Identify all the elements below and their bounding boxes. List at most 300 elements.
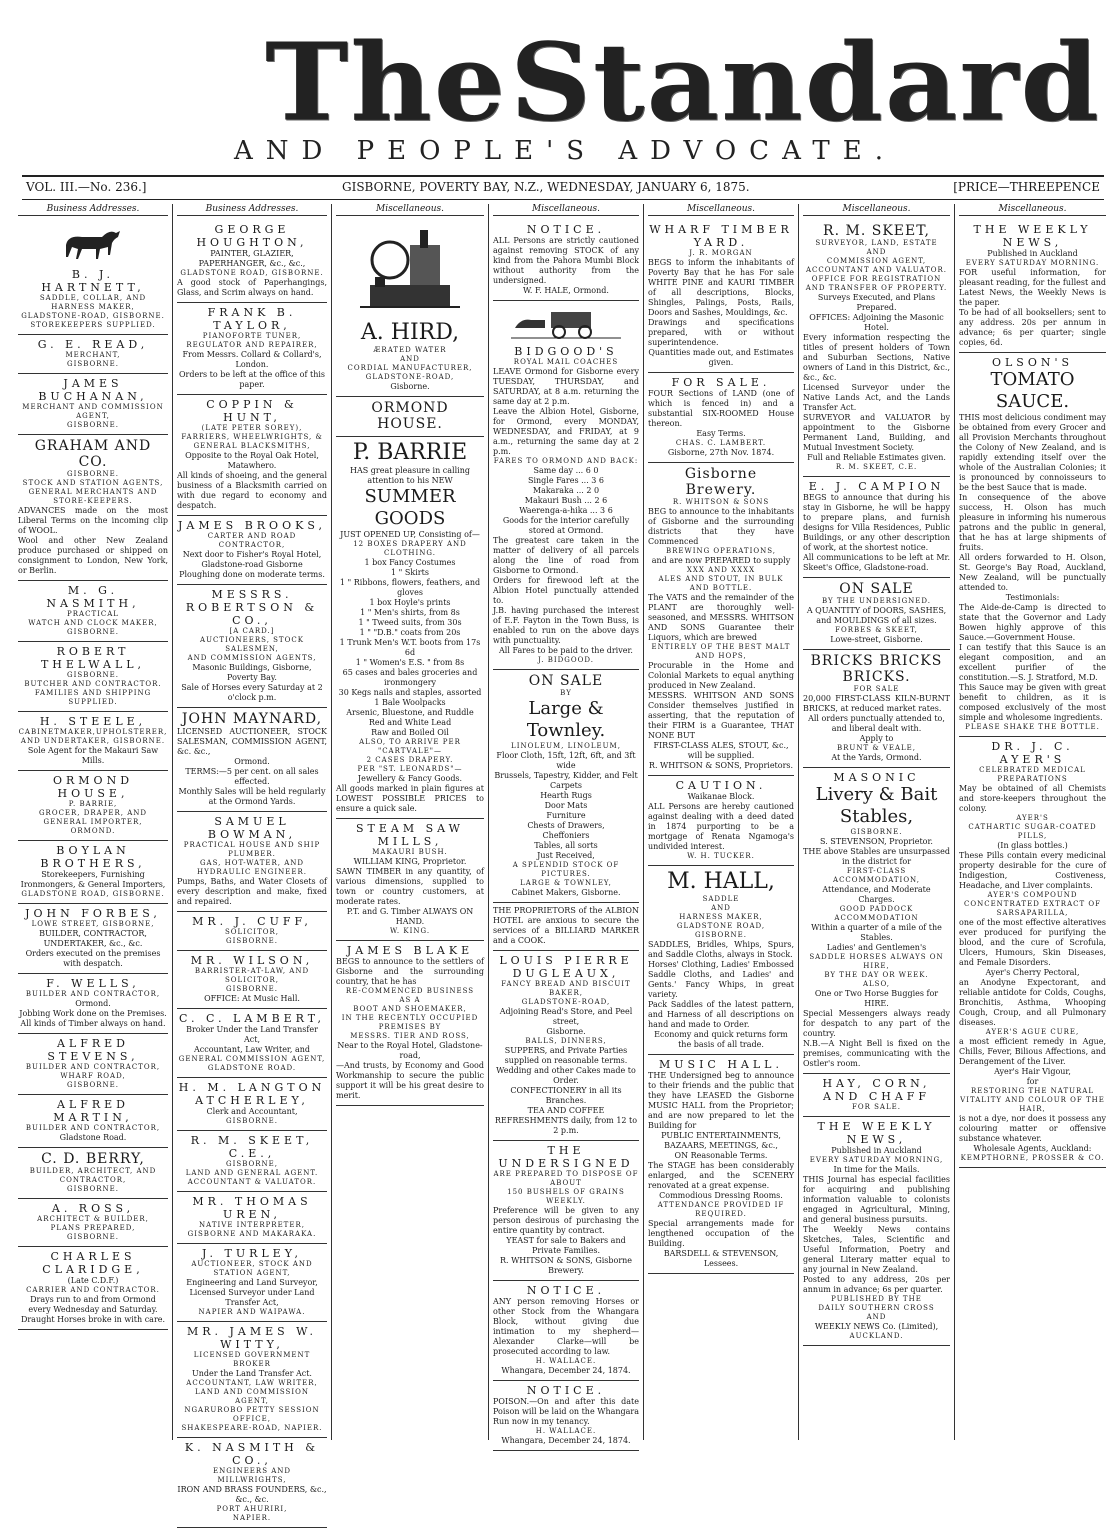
advertisement bbox=[18, 335, 168, 374]
ad-line: PUBLISHED BY THE bbox=[831, 1295, 922, 1303]
ad-line: GLADSTONE-ROAD, GISBORNE. bbox=[21, 312, 165, 320]
ad-line: SAWN TIMBER in any quantity, of various dimensions, supplied to town or country customers, at moderate rates. bbox=[336, 867, 484, 906]
ad-line: BREWING OPERATIONS, bbox=[666, 547, 776, 555]
column-7 bbox=[954, 204, 1110, 1440]
column-4 bbox=[488, 204, 643, 1445]
ad-heading: M. G. NASMITH, bbox=[46, 584, 140, 610]
ad-line: GISBORNE. bbox=[67, 421, 119, 429]
ad-heading: ORMOND HOUSE. bbox=[371, 400, 449, 432]
advertisement bbox=[18, 974, 168, 1034]
ad-line: May be obtained of all Chemists and store-keepers throughout the colony. bbox=[959, 784, 1106, 813]
ad-line: GISBORNE. bbox=[67, 628, 119, 636]
ad-line: BOOT AND SHOEMAKER, bbox=[353, 1005, 467, 1013]
ad-line: ON Reasonable Terms. bbox=[674, 1151, 768, 1160]
ad-line: HAS great pleasure in calling attention to his NEW bbox=[350, 466, 470, 485]
ad-line: LARGE & TOWNLEY, bbox=[520, 879, 612, 887]
ad-heading: CAUTION. bbox=[675, 779, 767, 792]
ad-line: Easy Terms. bbox=[696, 429, 746, 438]
ad-line: This Sauce may be given with great benefit to children, as it is composed exclusively of the most simple and wholesome ingredients. bbox=[959, 683, 1106, 722]
ad-line: KEMPTHORNE, PROSSER & CO. bbox=[960, 1154, 1105, 1162]
ad-line: AS A bbox=[399, 996, 421, 1004]
ad-line: GISBORNE, bbox=[226, 1160, 278, 1168]
advertisement bbox=[177, 303, 327, 395]
advertisement bbox=[18, 1199, 168, 1247]
ad-line: Arsenic, Bluestone, and Ruddle bbox=[346, 708, 474, 717]
ad-line: Procurable in the Home and Colonial Markets to equal anything produced in New Zealand. bbox=[648, 661, 794, 690]
advertisement bbox=[177, 1322, 327, 1438]
ad-line: NAPIER. bbox=[232, 1514, 272, 1522]
ad-line: OFFICE FOR REGISTRATION AND TRANSFER OF PROPERTY. bbox=[805, 275, 948, 292]
ad-line: 1 Bale Woolpacks bbox=[374, 698, 446, 707]
advertisement bbox=[18, 642, 168, 712]
ad-line: CABINETMAKER,UPHOLSTERER, bbox=[18, 728, 168, 736]
ad-line: CARTER AND ROAD CONTRACTOR, bbox=[207, 532, 297, 549]
ad-line: AND bbox=[866, 1313, 887, 1321]
advertisement bbox=[803, 768, 950, 1074]
ad-line: Cheffoniers bbox=[542, 831, 590, 840]
ad-line: GISBORNE. bbox=[67, 1233, 119, 1241]
ad-line: The greatest care taken in the matter of delivery of all parcels along the line of road from Gisborne to Ormond. bbox=[493, 536, 639, 575]
ad-line: MESSRS. WHITSON AND SONS Consider themselves justified in asserting, that the reputation of their FIRM is a Guarantee, THAT NONE BUT bbox=[648, 691, 794, 740]
ad-line: 1 box Hoyle's prints bbox=[369, 598, 451, 607]
ad-line: Horses' Clothing, Ladies' Embossed Saddle Cloths, and Ladies' and Gents.' Fancy Whips, in great variety. bbox=[648, 960, 794, 999]
advertisement bbox=[177, 1192, 327, 1244]
ad-heading: JOHN MAYNARD, bbox=[181, 711, 323, 727]
ad-line: The STAGE has been considerably enlarged, and the SCENERY renovated at a great expense. bbox=[648, 1161, 794, 1190]
bottling-machine-illustration bbox=[350, 225, 470, 315]
ad-heading: MR. JAMES W. WITTY, bbox=[186, 1325, 318, 1351]
ad-line: BARRISTER-AT-LAW, AND SOLICITOR, bbox=[194, 967, 310, 984]
ad-line: Sale of Horses every Saturday at 2 o'clock p.m. bbox=[181, 683, 323, 702]
ad-line: Waerenga-a-hika ... 3 6 bbox=[519, 506, 613, 515]
ad-line: FOR useful information, for pleasant reading, for the fullest and Latest News, the Weekly News is the paper. bbox=[959, 268, 1106, 307]
ad-heading: A. ROSS, bbox=[51, 1202, 135, 1215]
ad-line: One or Two Horse Buggies for HIRE. bbox=[814, 989, 939, 1008]
ad-line: GLADSTONE ROAD. bbox=[207, 1064, 297, 1072]
ad-line: Gisborne, 27th Nov. 1874. bbox=[667, 448, 775, 457]
ad-line: PAINTER, GLAZIER, PAPERHANGER, &c., &c., bbox=[198, 249, 306, 268]
ad-line: THE Undersigned beg to announce to their friends and the public that they have LEASED the Gisborne MUSIC HALL from the Proprietor; and are now prepared to let the Building for bbox=[648, 1071, 794, 1130]
ad-line: All orders forwarded to H. Olson, St. George's Bay Road, Auckland, New Zealand, will be punctually attended to. bbox=[959, 553, 1106, 592]
advertisement bbox=[18, 712, 168, 771]
ad-line: Economy and quick returns form the basis of all trade. bbox=[654, 1030, 788, 1049]
ad-line: BY THE UNDERSIGNED. bbox=[822, 597, 931, 605]
ad-line: Wool and other New Zealand produce purchased or shipped on consignment to London, New York, or Berlin. bbox=[18, 536, 168, 575]
ad-line: Special Messengers always ready for despatch to any part of the country. bbox=[803, 1009, 950, 1038]
ad-line: 1 " Tweed suits, from 30s bbox=[358, 618, 462, 627]
ad-line: Just Received, bbox=[537, 851, 595, 860]
ad-heading: R. M. SKEET, bbox=[823, 223, 930, 239]
ad-line: Full and Reliable Estimates given. bbox=[807, 453, 946, 462]
ad-line: 150 BUSHELS OF GRAINS WEEKLY. bbox=[507, 1188, 625, 1205]
ad-line: WHARF ROAD, bbox=[60, 1072, 126, 1080]
ad-line: R. M. SKEET, C.E. bbox=[835, 463, 918, 471]
ad-line: SURVEYOR, LAND, ESTATE bbox=[815, 239, 938, 247]
ad-line: Broker Under the Land Transfer Act, bbox=[186, 1025, 318, 1044]
ad-heading: M. HALL, bbox=[667, 869, 775, 894]
ad-heading: MASONIC bbox=[833, 771, 920, 784]
advertisement bbox=[18, 581, 168, 642]
ad-heading: BIDGOOD'S bbox=[514, 345, 618, 358]
advertisement bbox=[18, 435, 168, 581]
ad-line: LEAVE Ormond for Gisborne every TUESDAY, THURSDAY, and SATURDAY, at 8 a.m. returning the same day at 2 p.m. bbox=[493, 367, 639, 406]
ad-line: THE above Stables are unsurpassed in the district for bbox=[803, 847, 950, 866]
ad-line: J.B. having purchased the interest of E.F. Fayton in the Town Buss, is enabled to run on the above days with punctuality. bbox=[493, 606, 639, 645]
ad-line: BEG to announce to the inhabitants of Gisborne and the surrounding districts that they have Commenced bbox=[648, 507, 794, 546]
ad-heading: THE WEEKLY NEWS, bbox=[973, 223, 1092, 249]
ad-line: Livery & Bait Stables, bbox=[815, 784, 938, 827]
ad-line: Every information respecting the titles of present holders of Town and Suburban Sections, Native owners of Land in this District, &c., &c., &c. bbox=[803, 333, 950, 382]
ad-heading: WHARF TIMBER YARD. bbox=[649, 223, 793, 249]
ad-heading: CHARLES CLARIDGE, bbox=[42, 1250, 144, 1276]
ad-line: S. STEVENSON, Proprietor. bbox=[820, 837, 933, 846]
ad-line: Special arrangements made for lengthened occupation of the Building. bbox=[648, 1219, 794, 1248]
ad-line: GISBORNE. bbox=[850, 828, 903, 836]
ad-line: GOOD PADDOCK ACCOMMODATION bbox=[834, 905, 919, 922]
ad-heading: P. BARRIE bbox=[352, 440, 468, 465]
ad-line: Whangara, December 24, 1874. bbox=[501, 1436, 631, 1445]
ad-line: for bbox=[1026, 1077, 1039, 1086]
ad-line: AUCKLAND. bbox=[849, 1332, 904, 1340]
column-3 bbox=[331, 204, 488, 1440]
ad-line: SADDLE bbox=[702, 895, 740, 903]
ad-line: PER "ST. LEONARDS"— bbox=[357, 765, 463, 773]
ad-heading: C. D. BERRY, bbox=[41, 1151, 145, 1167]
ad-line: THIS Journal has especial facilities for acquiring and publishing information valuable to colonists engaged in Agricultural, Mining, and general business pursuits. bbox=[803, 1175, 950, 1224]
ad-line: Wholesale Agents, Auckland: bbox=[973, 1144, 1092, 1153]
advertisement bbox=[648, 1055, 794, 1274]
ad-line: Wedding and other Cakes made to Order. bbox=[496, 1066, 636, 1085]
ad-line: Adjoining Read's Store, and Peel street, bbox=[499, 1007, 633, 1026]
advertisement bbox=[177, 585, 327, 708]
ad-line: Red and White Lead bbox=[368, 718, 452, 727]
ad-line: Engineering and Land Surveyor, bbox=[186, 1278, 318, 1287]
ad-line: Brussels, Tapestry, Kidder, and Felt Carpets bbox=[494, 771, 638, 790]
ad-line: —And trusts, by Economy and Good Workmanship to secure the public support it will be his great desire to merit. bbox=[336, 1061, 484, 1100]
ad-line: Licensed Surveyor under Land Transfer Act, bbox=[189, 1288, 315, 1307]
ad-line: Gladstone Road. bbox=[59, 1133, 127, 1142]
ad-line: SURVEYOR and VALUATOR by appointment to the Gisborne Permanent Land, Building, and Mutual Investment Society. bbox=[803, 413, 950, 452]
ad-line: LICENSED AUCTIONEER, STOCK SALESMAN, COMMISSION AGENT, &c. &c., bbox=[177, 727, 327, 756]
column-1 bbox=[14, 204, 172, 1440]
ad-heading: HAY, CORN, AND CHAFF bbox=[822, 1077, 931, 1103]
ad-line: From Messrs. Collard & Collard's, London. bbox=[182, 350, 322, 369]
ad-line: CONFECTIONERY in all its Branches. bbox=[510, 1086, 622, 1105]
ad-line: ALL Persons are strictly cautioned against removing STOCK of any kind from the Pahora Mumbi Block without authority from the undersigned. bbox=[493, 236, 639, 285]
ad-line: BRUNT & VEALE, bbox=[837, 744, 916, 752]
ad-line: AYER'S AGUE CURE, bbox=[985, 1028, 1080, 1036]
ad-heading: B. J. HARTNETT, bbox=[41, 268, 145, 294]
column-5 bbox=[643, 204, 798, 1440]
ad-heading: OLSON'S bbox=[991, 356, 1074, 369]
ad-line: Ormond. bbox=[234, 757, 270, 766]
ad-line: 2 CASES DRAPERY. bbox=[366, 756, 454, 764]
ad-line: SUPPERS, and Private Parties supplied on reasonable terms. bbox=[504, 1046, 628, 1065]
ad-line: OFFICE: At Music Hall. bbox=[204, 994, 300, 1003]
ad-line: Draught Horses broke in with care. bbox=[20, 1315, 166, 1324]
ad-line: H. WALLACE. bbox=[535, 1357, 597, 1365]
ad-line: ADVANCES made on the most Liberal Terms on the incoming clip of WOOL. bbox=[18, 506, 168, 535]
ad-line: Published in Auckland bbox=[987, 249, 1078, 258]
ad-line: BY THE DAY OR WEEK. bbox=[824, 971, 929, 979]
ad-heading: GEORGE HOUGHTON, bbox=[196, 223, 308, 249]
ad-line: Preference will be given to any person desirous of purchasing the entire quantity by contract. bbox=[493, 1206, 639, 1235]
ad-heading: ON SALE bbox=[528, 673, 604, 689]
ad-line: Tables, all sorts bbox=[534, 841, 598, 850]
ad-line: RE-COMMENCED BUSINESS bbox=[345, 987, 475, 995]
column-heading: Miscellaneous. bbox=[648, 204, 794, 216]
ad-line: Makaraka ... 2 0 bbox=[532, 486, 600, 495]
ad-line: NAPIER AND WAIPAWA. bbox=[198, 1308, 306, 1316]
ad-line: A SPLENDID STOCK OF bbox=[512, 861, 620, 869]
column-heading: Miscellaneous. bbox=[493, 204, 639, 216]
advertisement bbox=[959, 220, 1106, 353]
advertisement bbox=[648, 776, 794, 866]
ad-heading: A. HIRD, bbox=[360, 320, 460, 345]
ad-heading: JOHN FORBES, bbox=[25, 907, 161, 920]
ad-line: Pumps, Baths, and Water Closets of every description and make, fixed and repaired. bbox=[177, 877, 327, 906]
ad-line: BUILDER AND CONTRACTOR, bbox=[25, 990, 161, 998]
ad-line: GROCER, DRAPER, AND GENERAL IMPORTER, bbox=[38, 809, 148, 826]
ad-heading: BOYLAN BROTHERS, bbox=[40, 844, 146, 870]
advertisement bbox=[803, 1074, 950, 1117]
ad-line: JUST OPENED UP, Consisting of— bbox=[340, 530, 480, 539]
advertisement bbox=[803, 1117, 950, 1346]
ad-line: FAMILIES AND SHIPPING SUPPLIED. bbox=[34, 689, 152, 706]
ad-heading: FRANK B. TAYLOR, bbox=[207, 306, 297, 332]
ad-line: R. WHITSON & SONS, Gisborne Brewery. bbox=[499, 1256, 633, 1275]
ad-line: FARRIERS, WHEELWRIGHTS, & GENERAL BLACKSMITHS, bbox=[181, 433, 323, 450]
ad-heading: GRAHAM AND CO. bbox=[34, 438, 152, 470]
ad-line: Furniture bbox=[546, 811, 586, 820]
ad-line: 1 " "D.B." coats from 20s bbox=[359, 628, 461, 637]
ad-line: ARE PREPARED TO DISPOSE OF ABOUT bbox=[493, 1170, 639, 1187]
ad-line: R. WHITSON & SONS bbox=[672, 498, 770, 506]
ad-line: 1 " Women's E.S. " from 8s bbox=[355, 658, 465, 667]
ad-line: At the Yards, Ormond. bbox=[831, 753, 922, 762]
ad-line: ALSO, TO ARRIVE PER "CARTVALE"— bbox=[359, 738, 461, 755]
masthead-subtitle: AND PEOPLE'S ADVOCATE. bbox=[233, 136, 897, 166]
ad-heading: G. E. READ, bbox=[37, 338, 149, 351]
ad-line: W. KING. bbox=[389, 927, 431, 935]
ad-line: Goods for the interior carefully stored at Ormond. bbox=[502, 516, 630, 535]
ad-line: NGARUROBO PETTY SESSION OFFICE, bbox=[184, 1406, 320, 1423]
ad-line: DAILY SOUTHERN CROSS bbox=[818, 1304, 935, 1312]
ad-heading: ALFRED STEVENS, bbox=[47, 1037, 139, 1063]
advertisement bbox=[493, 1281, 639, 1381]
ad-line: POISON.—On and after this date Poison will be laid on the Whangara Run now in my tenancy. bbox=[493, 1397, 640, 1426]
dateline bbox=[22, 175, 1104, 200]
ad-line: WEEKLY NEWS Co. (Limited), bbox=[814, 1322, 939, 1331]
ad-line: [A CARD.] bbox=[229, 627, 275, 635]
column-heading: Miscellaneous. bbox=[803, 204, 950, 216]
ad-line: PRACTICAL bbox=[67, 610, 119, 618]
advertisement bbox=[18, 374, 168, 435]
ad-line: ALES AND STOUT, IN BULK AND BOTTLE. bbox=[658, 575, 784, 592]
ad-line: an Anodyne Expectorant, and reliable antidote for Colds, Coughs, Bronchitis, Asthma, Whooping Cough, Croup, and all Pulmonary diseases. bbox=[959, 978, 1106, 1027]
masthead-title-standard: Standard bbox=[510, 20, 1101, 145]
ad-line: Single Fares ... 3 6 bbox=[527, 476, 605, 485]
horse-illustration bbox=[58, 225, 128, 263]
ad-line: COMMISSION AGENT, bbox=[826, 257, 927, 265]
ad-line: LOWE STREET, GISBORNE, bbox=[31, 920, 155, 928]
ad-line: one of the most effective alteratives ever produced for purifying the blood, and the cure of Scrofula, Ulcers, Humours, Skin Diseases, and Female Disorders. bbox=[959, 918, 1106, 967]
ad-heading: Gisborne Brewery. bbox=[684, 466, 758, 498]
ad-line: IRON AND BRASS FOUNDERS, &c., &c., &c. bbox=[177, 1485, 327, 1504]
ad-line: FANCY BREAD AND BISCUIT BAKER, bbox=[501, 980, 631, 997]
ad-line: AND UNDERTAKER, GISBORNE. bbox=[20, 737, 166, 745]
ad-line: Raw and Boiled Oil bbox=[371, 728, 449, 737]
ad-line: Within a quarter of a mile of the Stables. bbox=[811, 923, 942, 942]
ad-line: GISBORNE AND MAKARAKA. bbox=[187, 1230, 317, 1238]
ad-line: IN THE RECENTLY OCCUPIED PREMISES BY bbox=[341, 1014, 479, 1031]
ad-line: Ayer's Hair Vigour, bbox=[994, 1067, 1071, 1076]
ad-line: MERCHANT AND COMMISSION AGENT, bbox=[22, 403, 164, 420]
columns bbox=[14, 204, 1110, 1522]
ad-heading: THE UNDERSIGNED bbox=[498, 1144, 634, 1170]
ad-line: N.B.—A Night Bell is fixed on the premises, communicating with the Ostler's room. bbox=[803, 1039, 950, 1068]
advertisement bbox=[177, 912, 327, 951]
ad-line: Near to the Royal Hotel, Gladstone-road, bbox=[337, 1041, 483, 1060]
ad-line: All Fares to be paid to the driver. bbox=[499, 646, 633, 655]
ad-line: BUILDER AND CONTRACTOR, bbox=[25, 1124, 161, 1132]
advertisement bbox=[177, 1009, 327, 1078]
ad-line: W. H. TUCKER. bbox=[687, 852, 755, 860]
advertisement bbox=[177, 1438, 327, 1528]
ad-line: BEGS to announce to the settlers of Gisborne and the surrounding country, that he has bbox=[336, 957, 484, 986]
ad-line: AND bbox=[711, 904, 731, 912]
ad-line: Posted to any address, 20s per annum in advance; 6s per quarter. bbox=[803, 1275, 950, 1294]
advertisement bbox=[648, 463, 794, 776]
ad-line: STOCK AND STATION AGENTS, bbox=[22, 479, 164, 487]
ad-line: Accountant, Law Writer, and bbox=[193, 1045, 311, 1054]
ad-line: GENERAL COMMISSION AGENT, bbox=[178, 1055, 326, 1063]
advertisement bbox=[177, 220, 327, 303]
advertisement bbox=[336, 819, 484, 941]
advertisement bbox=[959, 353, 1106, 737]
column-heading: Business Addresses. bbox=[18, 204, 168, 216]
ad-line: P.T. and G. Timber ALWAYS ON HAND. bbox=[346, 907, 474, 926]
column-6 bbox=[798, 204, 954, 1440]
ad-line: ANY person removing Horses or other Stock from the Whangara Block, without giving due intimation to my shepherd—Alexander Clarke—will be prosecuted according to law. bbox=[493, 1297, 639, 1356]
masthead bbox=[0, 0, 1114, 178]
ad-line: J. BIDGOOD. bbox=[538, 656, 594, 664]
ad-line: SHAKESPEARE-ROAD, NAPIER. bbox=[181, 1424, 323, 1432]
ad-line: FOR SALE bbox=[853, 685, 900, 693]
coach-illustration bbox=[511, 306, 621, 340]
ad-line: GLADSTONE-ROAD, bbox=[365, 373, 455, 381]
advertisement bbox=[336, 397, 484, 437]
advertisement bbox=[959, 737, 1106, 1168]
ad-heading: SAMUEL BOWMAN, bbox=[207, 815, 297, 841]
ad-line: STOREKEEPERS SUPPLIED. bbox=[30, 321, 156, 329]
ad-line: FARES TO ORMOND AND BACK: bbox=[493, 457, 639, 465]
ad-line: P. BARRIE, bbox=[68, 800, 118, 808]
ad-line: Large & Townley. bbox=[526, 698, 606, 741]
ad-line: Orders executed on the premises with despatch. bbox=[25, 949, 161, 968]
ad-line: All kinds of Timber always on hand. bbox=[20, 1019, 166, 1028]
ad-line: Jobbing Work done on the Premises. bbox=[19, 1009, 167, 1018]
ad-heading: ORMOND HOUSE, bbox=[52, 774, 134, 800]
volume-number: VOL. III.—No. 236.] bbox=[26, 180, 147, 194]
ad-line: Ayer's Cherry Pectoral, bbox=[985, 968, 1080, 977]
ad-line: BY bbox=[560, 689, 572, 697]
ad-line: To be had of all booksellers; sent to any address. 20s per annum in advance; 6s per quarter; single copies, 6d. bbox=[959, 308, 1106, 347]
ad-line: NATIVE INTERPRETER, bbox=[199, 1221, 305, 1229]
ad-line: Chests of Drawers, bbox=[527, 821, 605, 830]
ad-line: GLADSTONE ROAD, GISBORNE. bbox=[21, 890, 165, 898]
advertisement bbox=[803, 477, 950, 578]
ad-line: LINOLEUM, LINOLEUM, bbox=[511, 742, 621, 750]
ad-line: Gisborne. bbox=[546, 1027, 586, 1036]
advertisement bbox=[177, 1244, 327, 1322]
ad-heading: LOUIS PIERRE DUGLEAUX, bbox=[499, 954, 633, 980]
ad-line: is not a dye, nor does it possess any colouring matter or offensive substance whatever. bbox=[959, 1114, 1106, 1143]
ad-line: GAS, HOT-WATER, AND HYDRAULIC ENGINEER. bbox=[197, 859, 307, 876]
ad-line: Attendance, and Moderate Charges. bbox=[822, 885, 931, 904]
ad-line: CATHARTIC SUGAR-COATED PILLS, bbox=[968, 823, 1097, 840]
ad-heading: ALFRED MARTIN, bbox=[53, 1098, 133, 1124]
ad-line: TERMS:—5 per cent. on all sales effected. bbox=[185, 767, 319, 786]
ad-line: BUILDER AND CONTRACTOR, bbox=[25, 1063, 161, 1071]
ad-line: MERCHANT, bbox=[65, 351, 121, 359]
ad-line: MESSRS. TIER AND ROSS, bbox=[350, 1032, 470, 1040]
ad-line: The Weekly News contains Sketches, Tales, Scientific and Useful Information, Poetry and general Literary matter equal to any journal in New Zealand. bbox=[803, 1225, 950, 1274]
advertisement bbox=[177, 1078, 327, 1131]
ad-line: Published in Auckland bbox=[831, 1146, 922, 1155]
advertisement bbox=[336, 941, 484, 1106]
ad-line: All goods marked in plain figures at LOWEST POSSIBLE PRICES to ensure a quick sale. bbox=[336, 784, 484, 813]
ad-line: BEGS to announce that during his stay in Gisborne, he will be happy to prepare plans, and furnish designs for Villa Residences, Public Buildings, or any other description of work, at the shortest notice. bbox=[803, 493, 950, 552]
ad-heading: STEAM SAW MILLS, bbox=[356, 822, 464, 848]
ad-line: FIRST-CLASS ALES, STOUT, &c., bbox=[653, 741, 789, 750]
ad-heading: F. WELLS, bbox=[46, 977, 140, 990]
ad-line: BUILDER, CONTRACTOR, UNDERTAKER, &c., &c. bbox=[39, 929, 147, 948]
ad-line: Drays run to and from Ormond every Wednesday and Saturday. bbox=[28, 1295, 158, 1314]
ad-line: Orders for firewood left at the Albion Hotel punctually attended to. bbox=[493, 576, 639, 605]
ad-line: EVERY SATURDAY MORNING, bbox=[809, 1156, 944, 1164]
ad-line: H. WALLACE. bbox=[535, 1427, 597, 1435]
ad-line: SADDLE HORSES ALWAYS ON HIRE, bbox=[809, 953, 944, 970]
ad-heading: ROBERT THELWALL, bbox=[40, 645, 146, 671]
ad-heading: MR. J. CUFF, bbox=[192, 915, 312, 928]
ad-line: Next door to Fisher's Royal Hotel, Gladstone-road Gisborne bbox=[182, 550, 322, 569]
ad-line: PLANS PREPARED, bbox=[50, 1224, 136, 1232]
ad-line: YEAST for sale to Bakers and Private Families. bbox=[506, 1236, 626, 1255]
ad-heading: NOTICE. bbox=[526, 1284, 606, 1297]
advertisement bbox=[18, 1247, 168, 1330]
advertisement bbox=[18, 1034, 168, 1095]
ad-line: BUILDER, ARCHITECT, AND CONTRACTOR, bbox=[29, 1167, 157, 1184]
ad-line: All kinds of shoeing, and the general business of a Blacksmith carried on with due regard to economy and despatch. bbox=[177, 471, 327, 510]
advertisement bbox=[336, 220, 484, 397]
advertisement bbox=[648, 220, 794, 373]
advertisement bbox=[18, 220, 168, 335]
ad-line: Clerk and Accountant, bbox=[206, 1107, 298, 1116]
ad-line: FIRST-CLASS ACCOMMODATION, bbox=[833, 867, 920, 884]
ad-heading: JAMES BUCHANAN, bbox=[38, 377, 148, 403]
ad-line: will be supplied. bbox=[687, 751, 755, 760]
advertisement bbox=[177, 395, 327, 516]
ad-line: A QUANTITY of DOORS, SASHES, and MOULDINGS of all sizes. bbox=[806, 606, 947, 625]
advertisement bbox=[177, 708, 327, 812]
ad-line: Gisborne. bbox=[390, 382, 430, 391]
ad-line: CHAS. C. LAMBERT. bbox=[675, 439, 767, 447]
ad-line: 20,000 FIRST-CLASS KILN-BURNT BRICKS, at reduced market rates. bbox=[803, 694, 950, 713]
ad-heading: ON SALE bbox=[839, 581, 914, 597]
ad-line: THIS most delicious condiment may be obtained from every Grocer and all Provision Merchants throughout the Colony of New Zealand, and is rapidly extending itself over the whole of the Australian Colonies; it is pronounced by connoisseurs to be the best Sauce that is made. bbox=[959, 413, 1106, 492]
ad-line: W. F. HALE, Ormond. bbox=[523, 286, 609, 295]
